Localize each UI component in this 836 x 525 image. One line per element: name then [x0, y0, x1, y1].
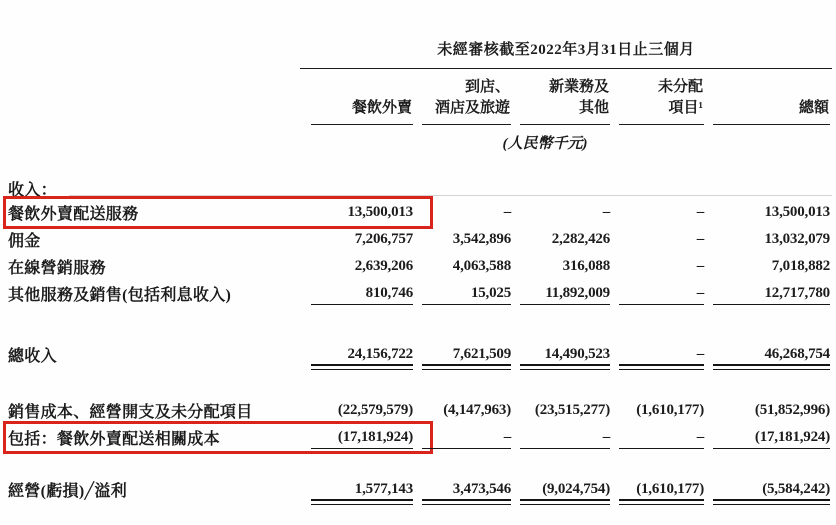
faint-rule [69, 195, 832, 196]
section-heading-row [8, 177, 836, 199]
cell-value: 1,577,143 [311, 481, 413, 498]
cell-value: – [602, 204, 610, 220]
cell-value: 14,490,523 [520, 346, 610, 363]
cell-value: 3,542,896 [452, 231, 511, 247]
row-label: 經營(虧損)╱溢利 [8, 483, 127, 500]
cell-value: (4,147,963) [443, 402, 511, 418]
table-body [8, 177, 836, 503]
cell-value: (22,579,579) [337, 402, 413, 418]
cell-value: 46,268,754 [713, 346, 830, 363]
cell-value: – [696, 231, 704, 247]
cell-value: 12,717,780 [713, 285, 830, 302]
cell-value: (9,024,754) [520, 481, 610, 498]
currency-unit-note: (人民幣千元) [502, 136, 588, 152]
cell-value: (1,610,177) [619, 481, 704, 498]
row-label: 總收入 [8, 348, 57, 365]
cell-value: 7,018,882 [771, 258, 830, 274]
column-header-line: 餐飲外賣 [351, 100, 412, 116]
cell-value: 24,156,722 [311, 346, 413, 363]
cell-value: – [619, 429, 704, 446]
table-row [8, 280, 836, 307]
table-row [8, 253, 836, 280]
cell-value: – [520, 429, 610, 446]
cell-value: – [422, 429, 511, 446]
column-header-line: 酒店及旅遊 [434, 100, 510, 116]
cell-value: 11,892,009 [520, 285, 610, 302]
cell-value: 7,206,757 [354, 231, 413, 247]
cell-value: 13,032,079 [764, 231, 830, 247]
cell-value: 3,473,546 [422, 481, 511, 498]
row-label: 包括：餐飲外賣配送相關成本 [8, 431, 220, 448]
cell-value: (5,584,242) [713, 481, 830, 498]
column-header-total [713, 90, 830, 125]
cell-value: 316,088 [562, 258, 610, 274]
cell-value: 13,500,013 [764, 204, 830, 220]
column-header-in-store-hotel-travel [422, 69, 511, 125]
row-label-column-spacer [8, 112, 302, 125]
table-row [8, 476, 836, 503]
row-label: 其他服務及銷售(包括利息收入) [8, 287, 232, 304]
cell-value: – [696, 204, 704, 220]
column-header-food-delivery [311, 90, 413, 125]
table-row-highlighted [8, 199, 836, 226]
table-row [8, 341, 836, 368]
section-heading-label: 收入： [8, 181, 57, 199]
cell-value: 4,063,588 [452, 258, 511, 274]
column-header-line: 未分配 [657, 79, 703, 95]
column-header-line: 其他 [578, 100, 609, 116]
cell-value: (51,852,996) [754, 402, 830, 418]
cell-value: 2,282,426 [551, 231, 610, 247]
cell-value: (17,181,924) [713, 429, 830, 446]
column-header-row [8, 69, 836, 125]
cell-value: 2,639,206 [354, 258, 413, 274]
row-label: 餐飲外賣配送服務 [8, 206, 139, 223]
table-row [8, 397, 836, 424]
cell-value: – [503, 204, 511, 220]
cell-value: 15,025 [422, 285, 511, 302]
column-header-unallocated-items [619, 69, 704, 125]
row-label: 佣金 [8, 233, 41, 250]
cell-value: – [696, 258, 704, 274]
column-header-line: 項目¹ [668, 100, 703, 116]
cell-value: – [619, 346, 704, 363]
cell-value: 810,746 [311, 285, 413, 302]
column-header-line: 新業務及 [548, 79, 609, 95]
column-header-line: 總額 [798, 100, 829, 116]
cell-value: (17,181,924) [311, 429, 413, 446]
cell-value: (23,515,277) [534, 402, 610, 418]
column-header-new-initiatives-others [520, 69, 610, 125]
table-row-highlighted [8, 424, 836, 451]
cell-value: 7,621,509 [422, 346, 511, 363]
table-row [8, 226, 836, 253]
cell-value: 13,500,013 [347, 204, 413, 220]
column-header-line: 到店、 [464, 79, 510, 95]
row-label: 銷售成本、經營開支及未分配項目 [8, 404, 253, 421]
cell-value: (1,610,177) [636, 402, 704, 418]
row-label: 在線營銷服務 [8, 260, 106, 277]
period-title: 未經審核截至2022年3月31日止三個月 [300, 38, 832, 69]
cell-value: – [619, 285, 704, 302]
